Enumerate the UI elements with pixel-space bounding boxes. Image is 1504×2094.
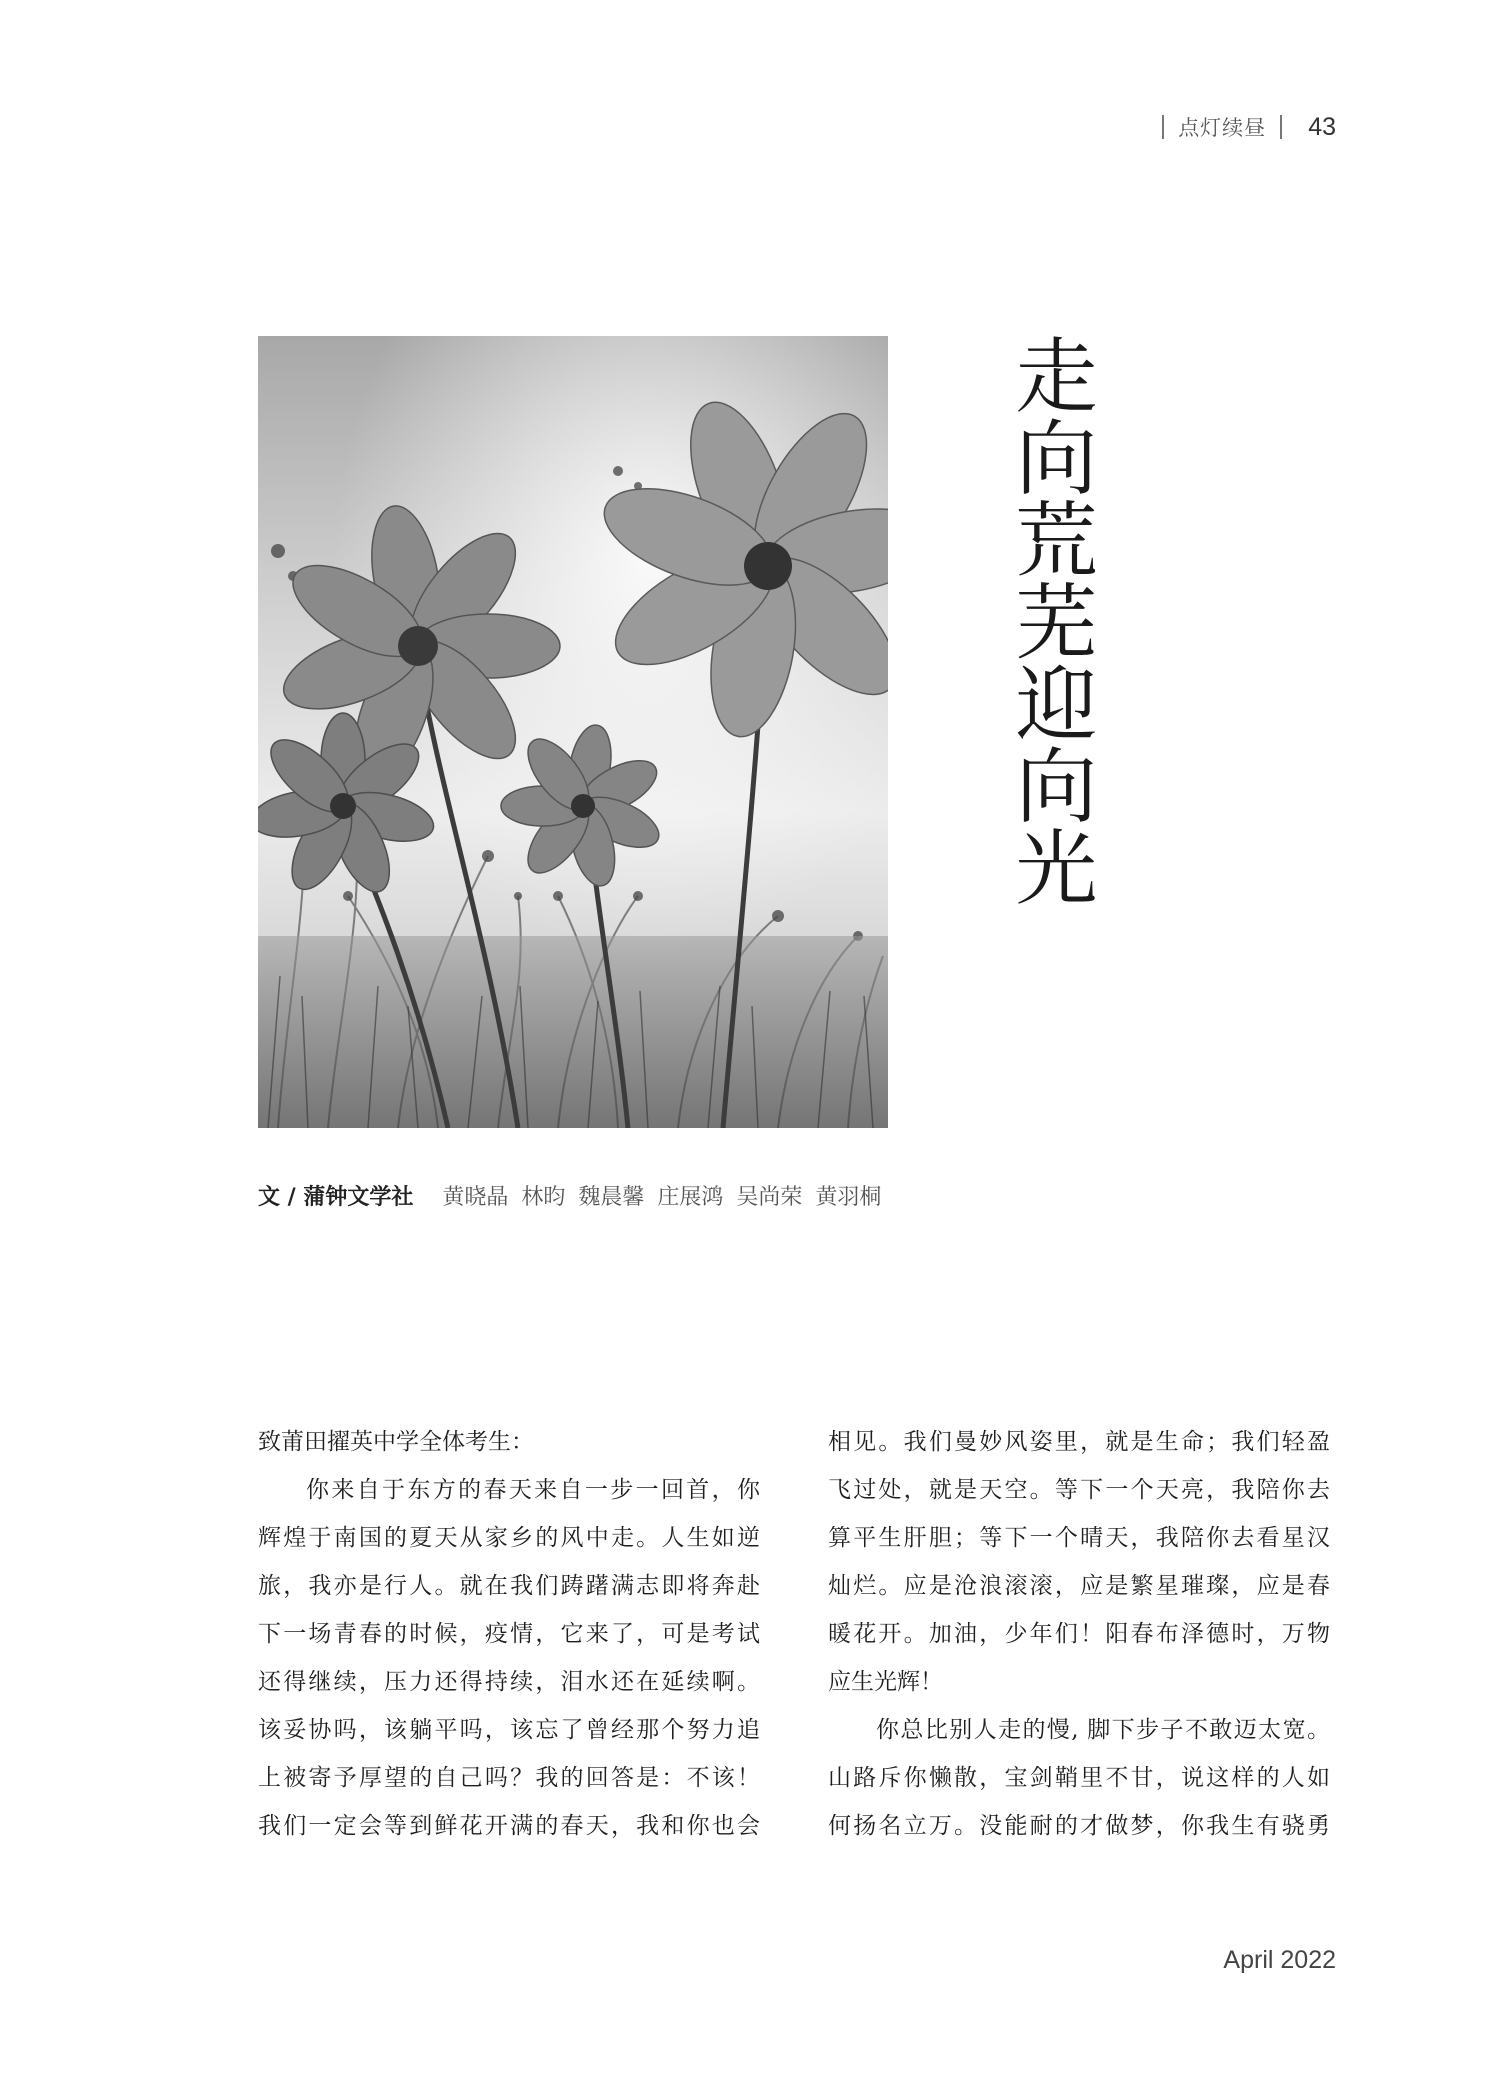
body-line: 辉煌于南国的夏天从家乡的风中走。人生如逆 <box>258 1525 760 1551</box>
body-line: 何扬名立万。没能耐的才做梦，你我生有骁勇 <box>828 1813 1330 1839</box>
body-column-left <box>258 1418 760 1850</box>
salutation-line: 致莆田擢英中学全体考生： <box>258 1429 534 1455</box>
article-title: 走向荒芜迎向光 <box>1002 333 1097 907</box>
body-line: 应生光辉！ <box>828 1669 943 1695</box>
body-line: 你来自于东方的春天来自一步一回首，你 <box>306 1477 760 1503</box>
body-line: 相见。我们曼妙风姿里，就是生命；我们轻盈 <box>828 1429 1330 1455</box>
body-column-right <box>828 1418 1330 1850</box>
byline-label: 文 / 蒲钟文学社 <box>258 1185 414 1210</box>
body-line: 旅，我亦是行人。就在我们踌躇满志即将奔赴 <box>258 1573 760 1599</box>
body-line: 上被寄予厚望的自己吗？我的回答是：不该！ <box>258 1765 760 1791</box>
body-line: 算平生肝胆；等下一个晴天，我陪你去看星汉 <box>828 1525 1330 1551</box>
body-line: 灿烂。应是沧浪滚滚，应是繁星璀璨，应是春 <box>828 1573 1330 1599</box>
running-header <box>1162 112 1336 142</box>
flower-illustration <box>258 336 888 1128</box>
cosmos-flower-photo <box>258 336 888 1128</box>
body-line: 山路斥你懒散，宝剑鞘里不甘，说这样的人如 <box>828 1765 1330 1791</box>
body-line: 暖花开。加油，少年们！阳春布泽德时，万物 <box>828 1621 1330 1647</box>
body-line: 我们一定会等到鲜花开满的春天，我和你也会 <box>258 1813 760 1839</box>
section-title: 点灯续昼 <box>1178 116 1267 140</box>
header-divider-left <box>1162 115 1164 139</box>
header-divider-right <box>1280 115 1282 139</box>
body-line: 下一场青春的时候，疫情，它来了，可是考试 <box>258 1621 760 1647</box>
page-number: 43 <box>1308 112 1336 141</box>
body-line: 该妥协吗，该躺平吗，该忘了曾经那个努力追 <box>258 1717 760 1743</box>
body-line: 飞过处，就是天空。等下一个天亮，我陪你去 <box>828 1477 1330 1503</box>
byline-authors: 黄晓晶 林昀 魏晨馨 庄展鸿 吴尚荣 黄羽桐 <box>442 1185 882 1210</box>
body-line: 你总比别人走的慢, 脚下步子不敢迈太宽。 <box>876 1717 1330 1743</box>
issue-date: April 2022 <box>1223 1946 1336 1974</box>
body-line: 还得继续，压力还得持续，泪水还在延续啊。 <box>258 1669 760 1695</box>
byline <box>258 1180 881 1211</box>
